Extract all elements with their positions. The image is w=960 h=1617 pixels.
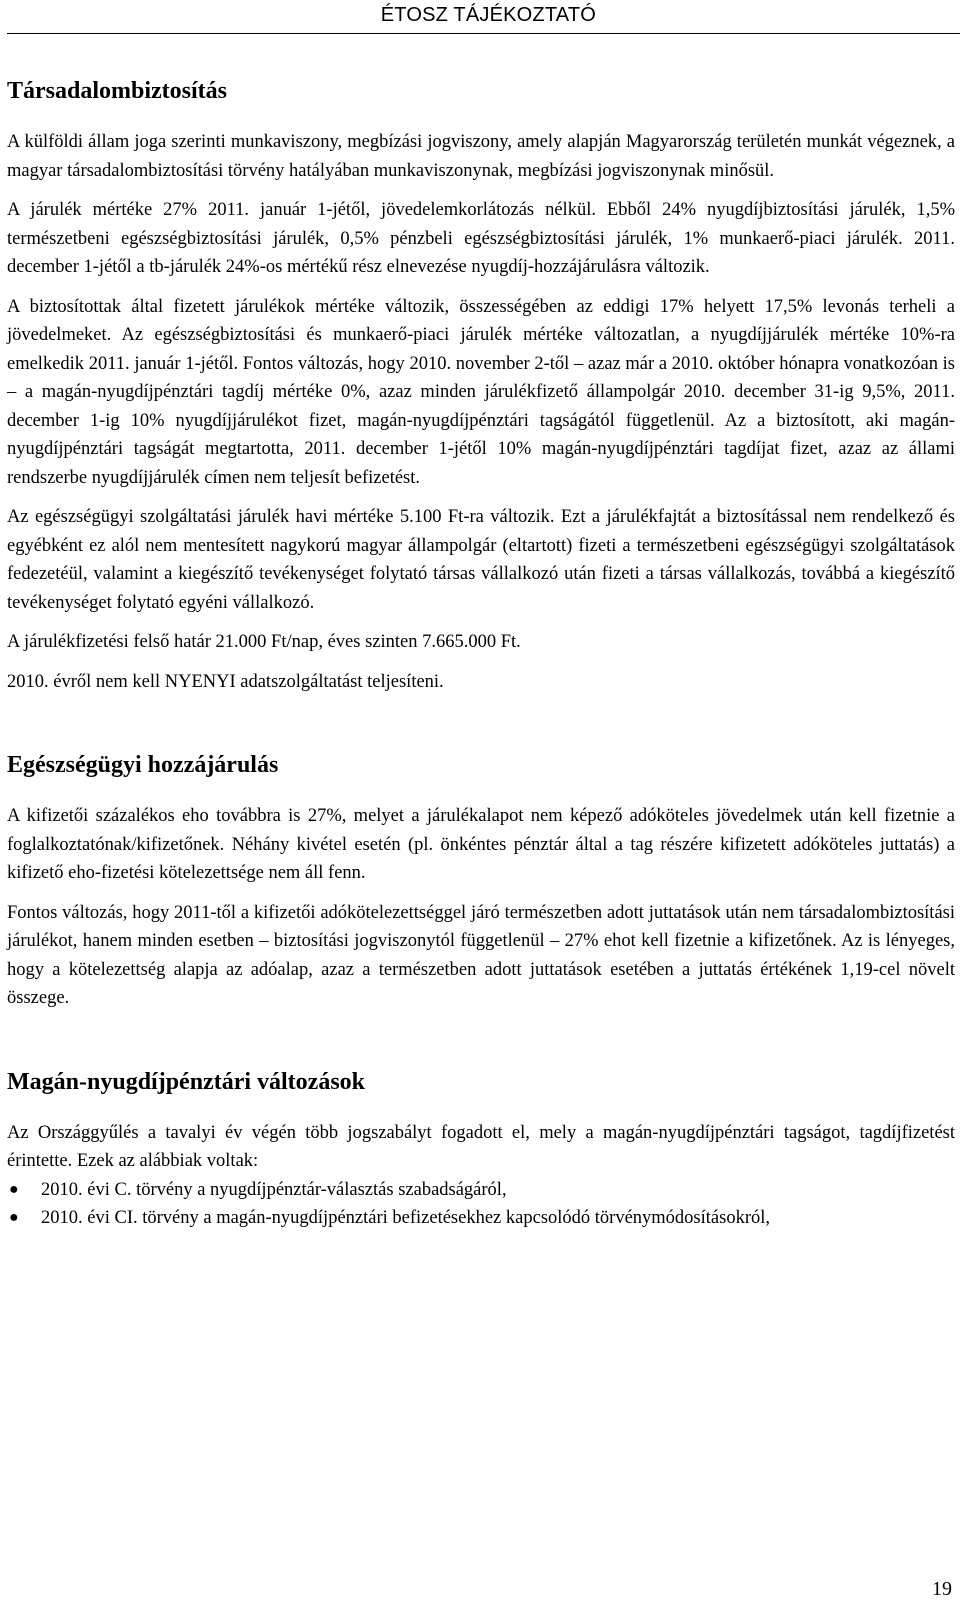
section-heading-tarsadalombiztositas: Társadalombiztosítás (7, 78, 228, 104)
bullet-icon: ● (9, 1180, 19, 1198)
list-item-text: 2010. évi CI. törvény a magán-nyugdíjpénztári befizetésekhez kapcsolódó törvénymódosításokról, (41, 1208, 770, 1228)
paragraph: Fontos változás, hogy 2011-től a kifizetői adókötelezettséggel járó természetben adott juttatások után nem társadalombiztosítási járulékot, hanem minden esetben – biztosítási jogviszonytól függetlenül – 27% ehot kell fizetnie a kifizetőnek. Az is lényeges, hogy a kötelezettség alapja az adóalap, azaz a természetben adott juttatások esetében a juttatás értékének 1,19-cel növelt összege. (7, 902, 955, 1008)
paragraph: A biztosítottak által fizetett járulékok mértéke változik, összességében az eddigi 17% helyett 17,5% levonás terheli a jövedelmeket. Az egészségbiztosítási és munkaerő-piaci járulék mértéke változatlan, a nyugdíjjárulék mértéke 10%-ra emelkedik 2011. január 1-jétől. Fontos változás, hogy 2010. november 2-től – azaz már a 2010. október hónapra vonatkozóan is – a magán-nyugdíjpénztári tagdíj mértéke 0%, azaz minden járulékfizető állampolgár 2010. december 31-ig 9,5%, 2011. december 1-ig 10% nyugdíjjárulékot fizet, magán-nyugdíjpénztári tagságától függetlenül. Az a biztosított, aki magán-nyugdíjpénztári tagságát megtartotta, 2011. december 1-jétől 10% magán-nyugdíjpénztári tagdíjat fizet, azaz az állami rendszerbe nyugdíjjárulék címen nem teljesít befizetést. (7, 296, 955, 488)
list-item (7, 1204, 955, 1233)
document-body (7, 76, 955, 1233)
paragraph: 2010. évről nem kell NYENYI adatszolgáltatást teljesíteni. (7, 671, 444, 692)
list-item-text: 2010. évi C. törvény a nyugdíjpénztár-választás szabadságáról, (41, 1179, 507, 1200)
running-header-title: ÉTOSZ TÁJÉKOZTATÓ (380, 4, 596, 26)
paragraph: A járulék mértéke 27% 2011. január 1-jétől, jövedelemkorlátozás nélkül. Ebből 24% nyugdíjbiztosítási járulék, 1,5% természetbeni egészségbiztosítási járulék, 0,5% pénzbeli egészségbiztosítási járulék, 1% munkaerő-piaci járulék. 2011. december 1-jétől a tb-járulék 24%-os mértékű rész elnevezése nyugdíj-hozzájárulásra változik. (7, 200, 955, 277)
paragraph: A járulékfizetési felső határ 21.000 Ft/nap, éves szinten 7.665.000 Ft. (7, 632, 521, 652)
paragraph: Az egészségügyi szolgáltatási járulék havi mértéke 5.100 Ft-ra változik. Ezt a járulékfajtát a biztosítással nem rendelkező és egyébként ez alól nem mentesített nagykorú magyar állampolgár (eltartott) fizeti a természetbeni egészségügyi szolgáltatások fedezetéül, valamint a kiegészítő tevékenységet folytató társas vállalkozó után fizeti a társas vállalkozás, továbbá a kiegészítő tevékenységet folytató egyéni vállalkozó. (7, 507, 955, 613)
page-number: 19 (932, 1578, 952, 1600)
section-heading-egeszsegugyi-hozzajarulas: Egészségügyi hozzájárulás (7, 752, 279, 778)
header-divider (7, 33, 960, 34)
list-item (7, 1176, 955, 1205)
paragraph: A külföldi állam joga szerinti munkaviszony, megbízási jogviszony, amely alapján Magyarország területén munkát végeznek, a magyar társadalombiztosítási törvény hatályában munkaviszonynak, megbízási jogviszonynak minősül. (7, 132, 955, 181)
law-list (7, 1176, 955, 1233)
section-heading-magan-nyugdijpenztari-valtozasok: Magán-nyugdíjpénztári változások (7, 1068, 366, 1095)
paragraph: A kifizetői százalékos eho továbbra is 27%, melyet a járulékalapot nem képező adóköteles jövedelmek után kell fizetnie a foglalkoztatónak/kifizetőnek. Néhány kivétel esetén (pl. önkéntes pénztár által a tag részére kifizetett adóköteles juttatás) a kifizető eho-fizetési kötelezettsége nem áll fenn. (7, 806, 955, 883)
paragraph: Az Országgyűlés a tavalyi év végén több jogszabályt fogadott el, mely a magán-nyugdíjpénztári tagságot, tagdíjfizetést érintette. Ezek az alábbiak voltak: (7, 1122, 955, 1171)
bullet-icon: ● (9, 1209, 19, 1226)
